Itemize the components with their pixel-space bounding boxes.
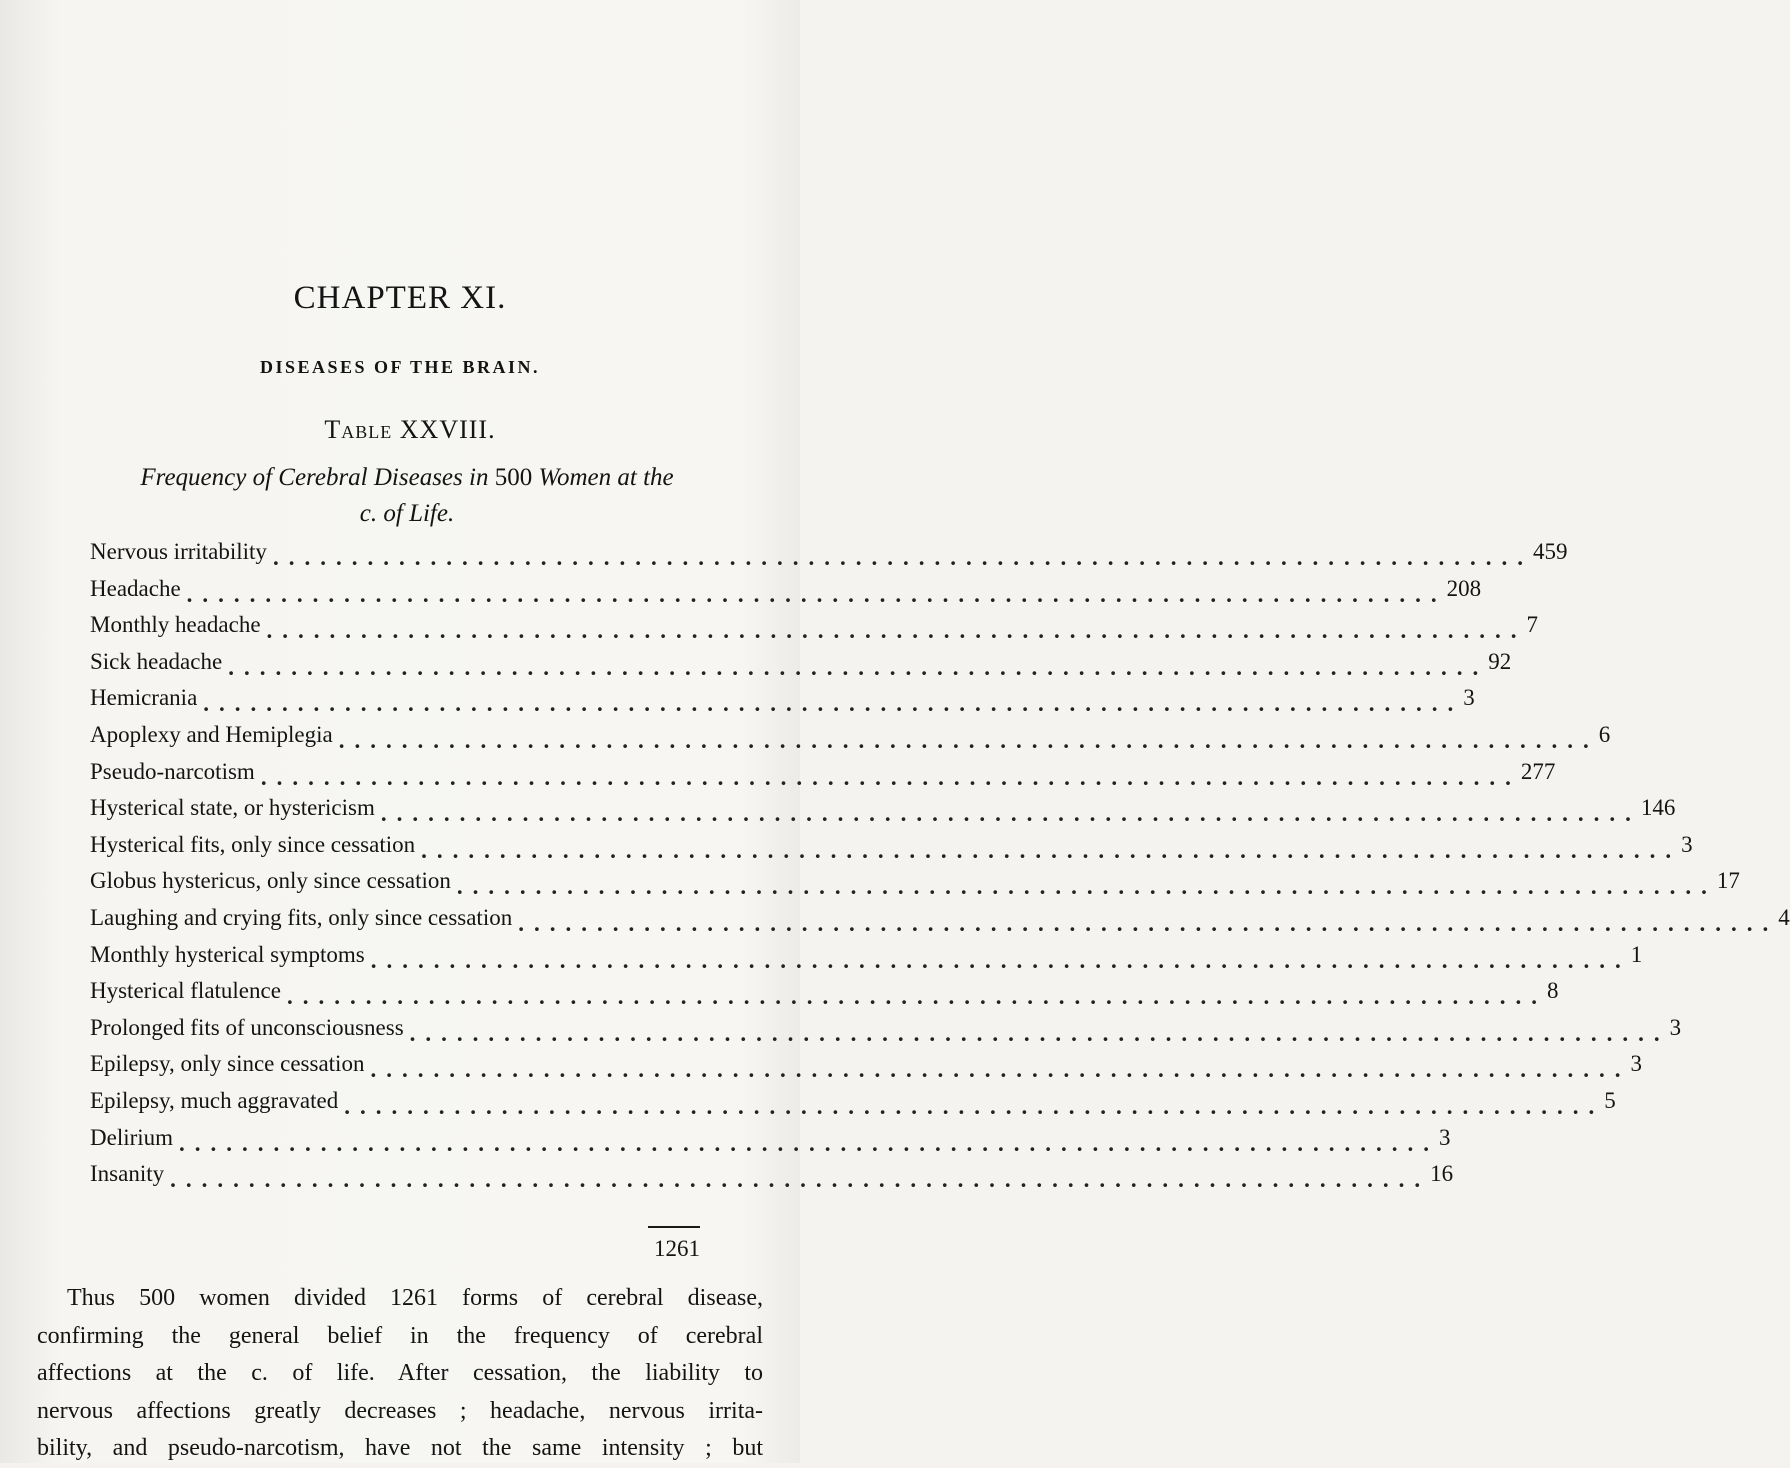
- row-value: 146: [1640, 795, 1676, 821]
- dot-leader: ................................................................................: [409, 1020, 1670, 1046]
- dot-leader: ................................................................................: [286, 984, 1547, 1010]
- table-row: [90, 1160, 1454, 1197]
- table-row: [90, 1050, 1642, 1087]
- row-label: Monthly hysterical symptoms: [90, 941, 365, 967]
- table-row: [90, 575, 1482, 612]
- dot-leader: ................................................................................: [344, 1093, 1605, 1119]
- table-row: [90, 538, 1568, 575]
- table-row: [90, 1014, 1682, 1051]
- row-value: 3: [1630, 1051, 1642, 1077]
- row-value: 1: [1630, 941, 1643, 967]
- row-value: 92: [1488, 648, 1512, 674]
- paragraph-line: nervous affections greatly decreases ; headache, nervous irrita-: [37, 1397, 763, 1424]
- dot-leader: ................................................................................: [272, 545, 1533, 570]
- table-row: [90, 684, 1475, 721]
- row-value: 6: [1598, 721, 1611, 747]
- row-value: 3: [1463, 685, 1475, 711]
- table-label: [0, 415, 800, 445]
- dot-leader: ................................................................................: [370, 947, 1631, 973]
- dot-leader: ................................................................................: [370, 1057, 1631, 1083]
- row-value: 4: [1778, 904, 1790, 930]
- row-label: Headache: [90, 575, 181, 601]
- dot-leader: ................................................................................: [338, 727, 1599, 753]
- paragraph-line: confirming the general belief in the frequency of cerebral: [37, 1322, 763, 1349]
- dot-leader: ................................................................................: [228, 654, 1489, 680]
- paragraph-line: affections at the c. of life. After cessation, the liability to: [37, 1360, 763, 1386]
- row-value: 277: [1520, 758, 1556, 784]
- row-value: 3: [1669, 1014, 1682, 1040]
- table-caption: [62, 460, 752, 532]
- dot-leader: ................................................................................: [266, 618, 1527, 644]
- row-value: 7: [1526, 612, 1539, 638]
- row-label: Monthly headache: [90, 612, 261, 638]
- chapter-heading: CHAPTER XI.: [293, 280, 507, 316]
- paragraph-line: bility, and pseudo-narcotism, have not the same intensity ; but: [37, 1435, 763, 1461]
- table-row: [90, 1124, 1451, 1161]
- caption-line1-pre: Frequency of Cerebral Diseases in: [140, 464, 495, 491]
- dot-leader: ................................................................................: [421, 837, 1682, 863]
- row-value: 8: [1546, 978, 1559, 1004]
- row-value: 3: [1439, 1124, 1451, 1150]
- paragraph-line: Thus 500 women divided 1261 forms of cerebral disease,: [67, 1285, 763, 1311]
- row-value: 208: [1446, 575, 1482, 601]
- table-row: [90, 867, 1740, 904]
- row-label: Laughing and crying fits, only since cessation: [90, 904, 513, 930]
- row-label: Epilepsy, much aggravated: [90, 1087, 339, 1113]
- row-label: Hysterical fits, only since cessation: [90, 831, 416, 857]
- row-value: 459: [1532, 539, 1568, 564]
- row-label: Hemicrania: [90, 685, 198, 711]
- row-label: Hysterical flatulence: [90, 978, 281, 1004]
- disease-table: [90, 538, 1790, 1197]
- table-total: 1261: [654, 1236, 700, 1261]
- caption-line1-num: 500: [494, 464, 533, 491]
- row-value: 3: [1681, 831, 1693, 857]
- row-label: Globus hystericus, only since cessation: [90, 868, 451, 894]
- row-label: Prolonged fits of unconsciousness: [90, 1014, 404, 1040]
- row-label: Hysterical state, or hystericism: [90, 795, 375, 821]
- table-label-text: Table XXVIII.: [324, 415, 496, 444]
- table-row: [90, 941, 1643, 978]
- table-row: [90, 977, 1559, 1014]
- table-row: [90, 1087, 1616, 1124]
- table-row: [90, 721, 1611, 758]
- row-label: Nervous irritability: [90, 539, 267, 564]
- caption-line2: c. of Life.: [359, 500, 455, 527]
- row-label: Epilepsy, only since cessation: [90, 1051, 365, 1077]
- dot-leader: ................................................................................: [456, 874, 1717, 900]
- row-value: 16: [1430, 1161, 1454, 1187]
- dot-leader: ................................................................................: [203, 691, 1464, 717]
- total-rule: [648, 1226, 700, 1228]
- row-label: Delirium: [90, 1124, 174, 1150]
- dot-leader: ................................................................................: [179, 1130, 1440, 1156]
- row-value: 17: [1716, 868, 1740, 894]
- row-value: 5: [1604, 1087, 1616, 1113]
- dot-leader: ................................................................................: [380, 801, 1641, 827]
- table-row: [90, 831, 1693, 868]
- row-label: Apoplexy and Hemiplegia: [90, 721, 333, 747]
- row-label: Sick headache: [90, 648, 223, 674]
- dot-leader: ................................................................................: [518, 910, 1779, 936]
- dot-leader: ................................................................................: [260, 764, 1521, 790]
- dot-leader: ................................................................................: [170, 1167, 1431, 1193]
- caption-line1-post: Women at the: [532, 464, 674, 491]
- section-heading: DISEASES OF THE BRAIN.: [259, 357, 541, 377]
- body-paragraph: [37, 1280, 763, 1468]
- table-row: [90, 758, 1556, 795]
- table-row: [90, 648, 1512, 685]
- row-label: Pseudo-narcotism: [90, 758, 255, 784]
- table-row: [90, 611, 1539, 648]
- row-label: Insanity: [90, 1161, 165, 1187]
- table-row: [90, 904, 1790, 941]
- table-row: [90, 794, 1676, 831]
- dot-leader: ................................................................................: [186, 581, 1447, 607]
